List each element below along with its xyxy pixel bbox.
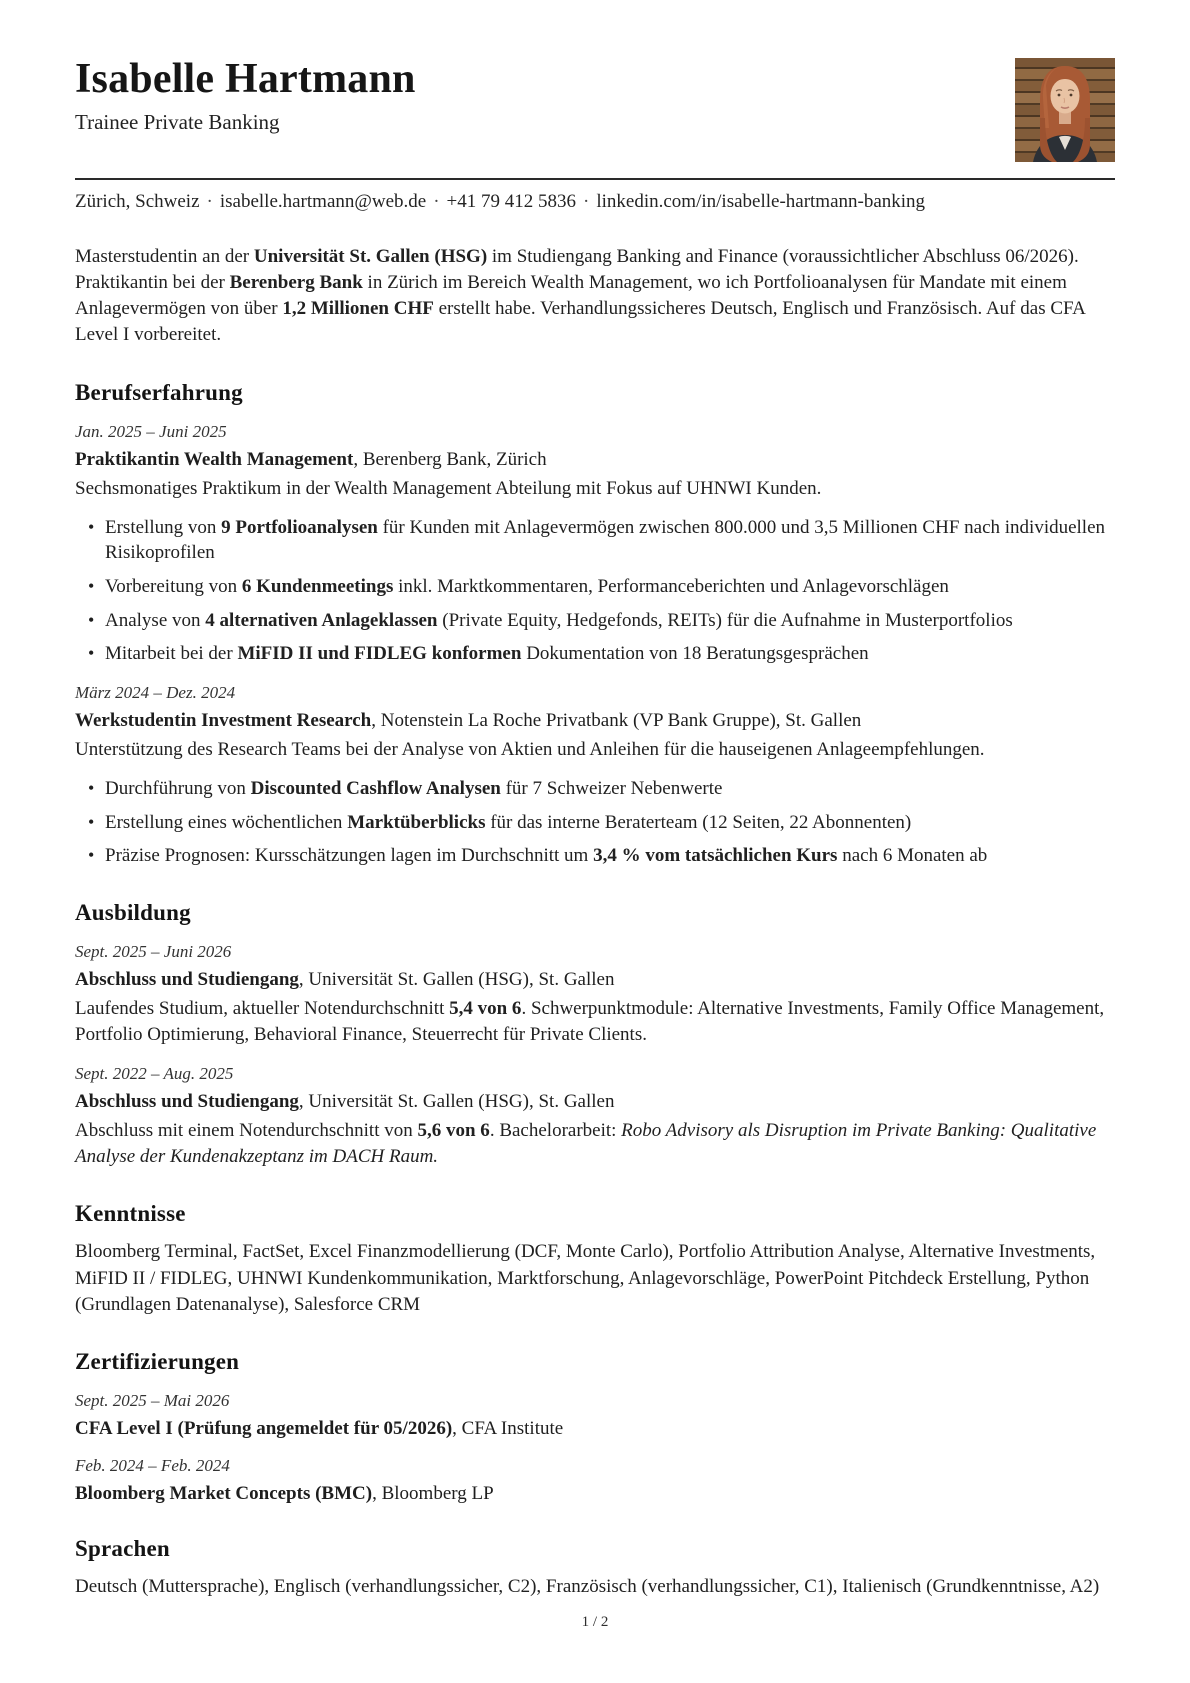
section-experience — [75, 380, 1115, 869]
contact-linkedin: linkedin.com/in/isabelle-hartmann-banking — [596, 191, 926, 212]
education-heading: Ausbildung — [75, 899, 191, 925]
education-date: Sept. 2025 – Juni 2026 — [75, 941, 232, 961]
certification-date: Sept. 2025 – Mai 2026 — [75, 1390, 230, 1410]
bullet-item: • Analyse von 4 alternativen Anlageklassen (Private Equity, Hedgefonds, REITs) für die Aufnahme in Musterportfolios — [75, 608, 1115, 634]
bullet-item: • Erstellung von 9 Portfolioanalysen für Kunden mit Anlagevermögen zwischen 800.000 und 3,5 Millionen CHF nach individuellen Risikoprofilen — [75, 515, 1115, 566]
bullet-item: • Erstellung eines wöchentlichen Marktüberblicks für das interne Beraterteam (12 Seiten, 22 Abonnenten) — [75, 810, 1115, 836]
job-description: Unterstützung des Research Teams bei der Analyse von Aktien und Anleihen für die hauseigenen Anlageempfehlungen. — [75, 738, 985, 760]
bullet-item: • Durchführung von Discounted Cashflow Analysen für 7 Schweizer Nebenwerte — [75, 776, 1115, 802]
education-description: Laufendes Studium, aktueller Notendurchschnitt 5,4 von 6. Schwerpunktmodule: Alternative Investments, Family Office Management, Portfolio Optimierung, Behavioral Finance, Steuerrecht für Private Clients. — [75, 997, 1105, 1045]
education-date: Sept. 2022 – Aug. 2025 — [75, 1064, 234, 1084]
profile-photo — [1015, 58, 1115, 162]
contact-separator: · — [583, 191, 590, 212]
contact-phone: +41 79 412 5836 — [446, 191, 577, 212]
summary-paragraph: Masterstudentin an der Universität St. Gallen (HSG) im Studiengang Banking and Finance (voraussichtlicher Abschluss 06/2026). Praktikantin bei der Berenberg Bank in Zürich im Bereich Wealth Management, wo ich Portfolioanalysen für Mandate mit einem Anlagevermögen von über 1,2 Millionen CHF erstellt habe. Verhandlungssicheres Deutsch, Englisch und Französisch. Auf das CFA Level I vorbereitet. — [75, 246, 1085, 346]
page-number: 1 / 2 — [581, 1614, 609, 1630]
section-certifications — [75, 1349, 1115, 1505]
contact-separator: · — [206, 191, 213, 212]
job-description: Sechsmonatiges Praktikum in der Wealth Management Abteilung mit Fokus auf UHNWI Kunden. — [75, 477, 822, 499]
education-entry — [75, 1064, 1115, 1170]
education-entry — [75, 942, 1115, 1048]
certification-entry — [75, 1391, 1115, 1440]
header — [75, 56, 1115, 162]
certification-date: Feb. 2024 – Feb. 2024 — [75, 1455, 230, 1475]
job-title-subtitle: Trainee Private Banking — [75, 110, 280, 135]
job-bullets — [75, 776, 1115, 869]
experience-heading: Berufserfahrung — [75, 379, 243, 405]
header-text — [75, 56, 416, 135]
job-bullets — [75, 515, 1115, 667]
languages-text: Deutsch (Muttersprache), Englisch (verhandlungssicher, C2), Französisch (verhandlungssicher, C1), Italienisch (Grundkenntnisse, A2) — [75, 1575, 1100, 1597]
bullet-item: • Mitarbeit bei der MiFID II und FIDLEG konformen Dokumentation von 18 Beratungsgesprächen — [75, 641, 1115, 667]
contact-location: Zürich, Schweiz — [75, 191, 200, 212]
section-education — [75, 900, 1115, 1171]
education-title: Abschluss und Studiengang, Universität St. Gallen (HSG), St. Gallen — [75, 1091, 615, 1113]
certification-entry — [75, 1456, 1115, 1505]
skills-text: Bloomberg Terminal, FactSet, Excel Finanzmodellierung (DCF, Monte Carlo), Portfolio Attribution Analyse, Alternative Investments, MiFID II / FIDLEG, UHNWI Kundenkommunikation, Marktforschung, Anlagevorschläge, PowerPoint Pitchdeck Erstellung, Python (Grundlagen Datenanalyse), Salesforce CRM — [75, 1241, 1096, 1315]
bullet-item: • Präzise Prognosen: Kursschätzungen lagen im Durchschnitt um 3,4 % vom tatsächlichen Kurs nach 6 Monaten ab — [75, 843, 1115, 869]
contact-separator: · — [433, 191, 440, 212]
job-date: März 2024 – Dez. 2024 — [75, 682, 236, 702]
languages-heading: Sprachen — [75, 1535, 170, 1561]
contact-line — [75, 191, 1115, 213]
section-skills — [75, 1201, 1115, 1317]
job-entry — [75, 422, 1115, 667]
job-date: Jan. 2025 – Juni 2025 — [75, 421, 227, 441]
certification-title: Bloomberg Market Concepts (BMC), Bloomberg LP — [75, 1482, 494, 1504]
skills-heading: Kenntnisse — [75, 1201, 186, 1227]
education-description: Abschluss mit einem Notendurchschnitt von 5,6 von 6. Bachelorarbeit: Robo Advisory als Disruption im Private Banking: Qualitative Analyse der Kundenakzeptanz im DACH Raum. — [75, 1120, 1097, 1168]
education-title: Abschluss und Studiengang, Universität St. Gallen (HSG), St. Gallen — [75, 968, 615, 990]
section-languages — [75, 1536, 1115, 1600]
job-title: Werkstudentin Investment Research, Notenstein La Roche Privatbank (VP Bank Gruppe), St. Gallen — [75, 709, 862, 731]
certifications-heading: Zertifizierungen — [75, 1348, 240, 1374]
header-divider — [75, 178, 1115, 180]
person-name: Isabelle Hartmann — [75, 56, 416, 102]
job-title: Praktikantin Wealth Management, Berenberg Bank, Zürich — [75, 448, 547, 470]
contact-email: isabelle.hartmann@web.de — [219, 191, 427, 212]
certification-title: CFA Level I (Prüfung angemeldet für 05/2026), CFA Institute — [75, 1417, 564, 1439]
job-entry — [75, 683, 1115, 869]
bullet-item: • Vorbereitung von 6 Kundenmeetings inkl. Marktkommentaren, Performanceberichten und Anlagevorschlägen — [75, 574, 1115, 600]
